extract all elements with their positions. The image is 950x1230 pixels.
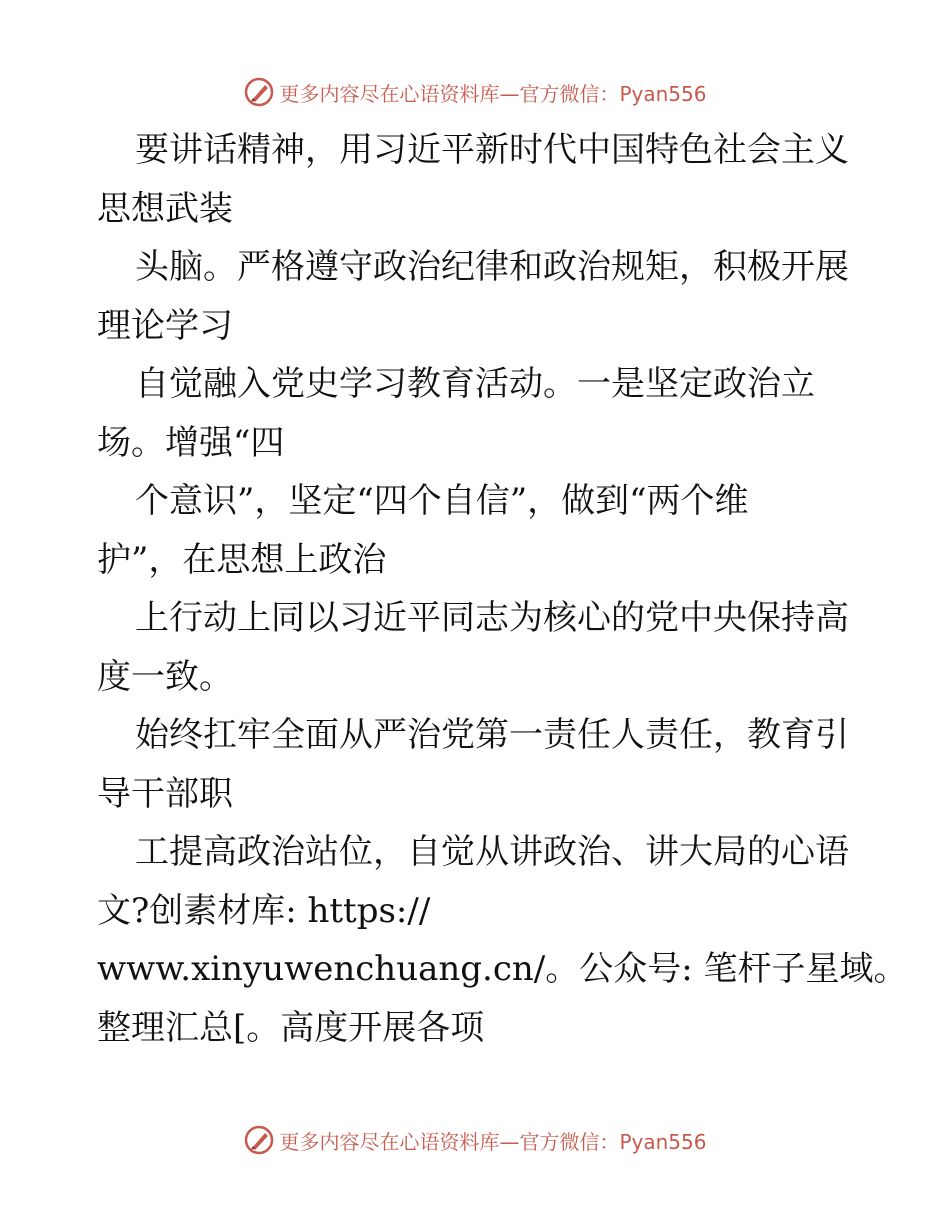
text-line-url: www.xinyuwenchuang.cn/。公众号: 笔杆子星域。 <box>97 949 908 989</box>
text-line: 场。增强“四 <box>97 422 285 463</box>
text-line: 思想武装 <box>97 188 233 229</box>
header-watermark-banner <box>0 72 950 112</box>
quill-logo-icon <box>243 1124 275 1156</box>
quill-logo-icon <box>243 76 275 108</box>
text-line: 度一致。 <box>97 656 233 697</box>
text-line: 要讲话精神，用习近平新时代中国特色社会主义 <box>135 130 849 170</box>
document-body <box>97 121 908 1057</box>
text-line: 护”，在思想上政治 <box>97 539 387 580</box>
text-line: 导干部职 <box>97 773 233 814</box>
text-line: 工提高政治站位，自觉从讲政治、讲大局的心语 <box>135 832 849 872</box>
text-line: 上行动上同以习近平同志为核心的党中央保持高 <box>135 598 849 638</box>
text-line: 文?创素材库: https:// <box>97 890 431 931</box>
footer-watermark-banner <box>0 1120 950 1160</box>
text-line: 理论学习 <box>97 305 233 346</box>
footer-watermark-text: 更多内容尽在心语资料库—官方微信：Pyan556 <box>279 1129 707 1154</box>
text-line: 始终扛牢全面从严治党第一责任人责任，教育引 <box>135 715 849 755</box>
text-line: 头脑。严格遵守政治纪律和政治规矩，积极开展 <box>135 247 849 287</box>
text-line: 个意识”，坚定“四个自信”，做到“两个维 <box>135 481 749 521</box>
header-watermark-text: 更多内容尽在心语资料库—官方微信：Pyan556 <box>279 81 707 106</box>
text-line: 整理汇总[。高度开展各项 <box>97 1007 485 1048</box>
text-line: 自觉融入党史学习教育活动。一是坚定政治立 <box>135 364 815 404</box>
